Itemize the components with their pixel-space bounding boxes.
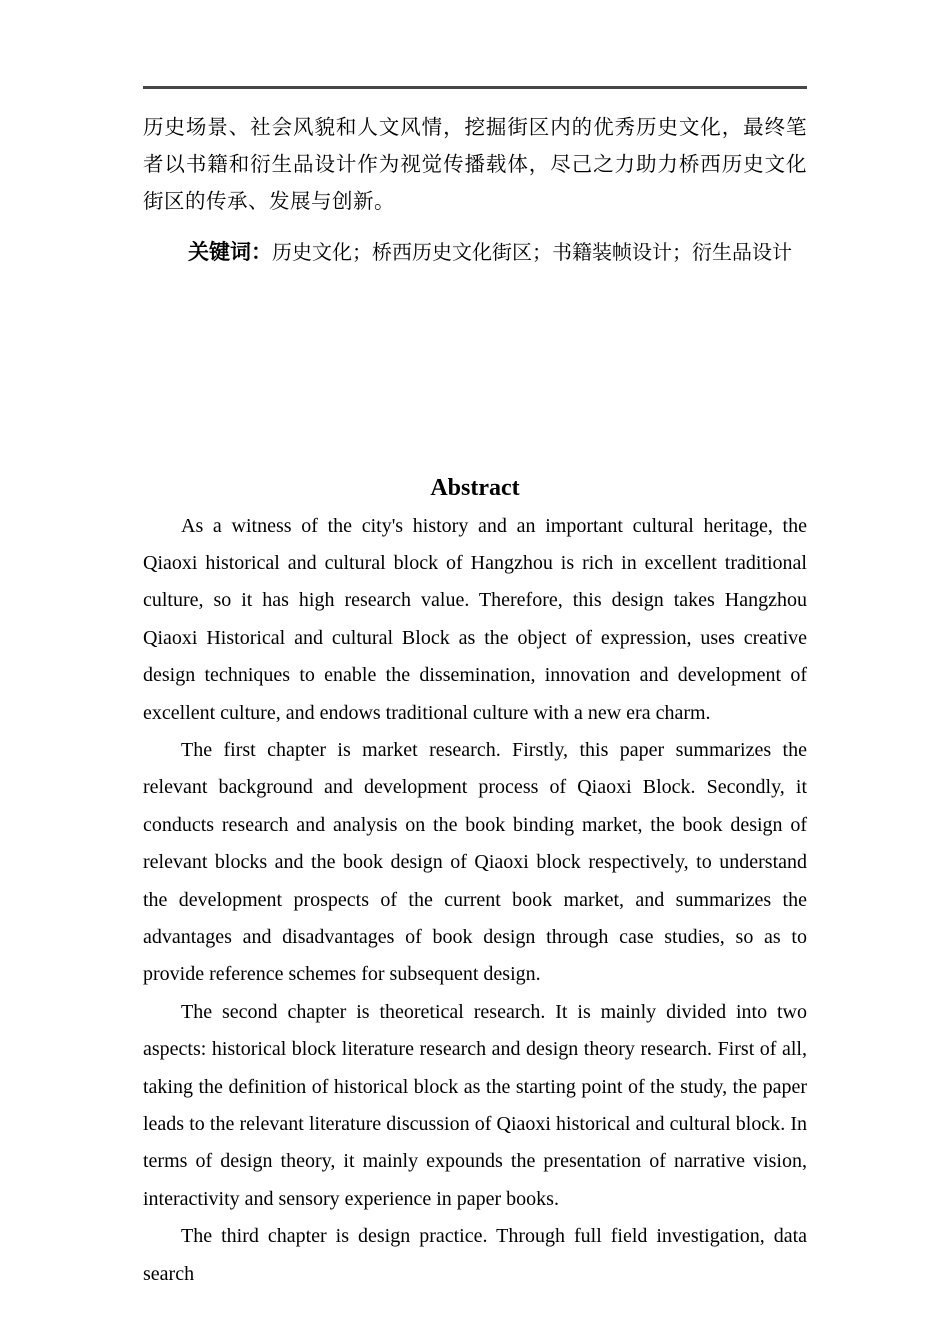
abstract-paragraph-2: The first chapter is market research. Firstly, this paper summarizes the relevant background and development process of Qiaoxi Block. Secondly, it conducts research and analysis on the book binding market, the book design of relevant blocks and the book design of Qiaoxi block respectively, to understand the development prospects of the current book market, and summarizes the advantages and disadvantages of book design through case studies, so as to provide reference schemes for subsequent design. [143,738,807,986]
abstract-title: Abstract [430,474,520,501]
abstract-paragraph-3: The second chapter is theoretical research. It is mainly divided into two aspects: historical block literature research and design theory research. First of all, taking the definition of historical block as the starting point of the study, the paper leads to the relevant literature discussion of Qiaoxi historical and cultural block. In terms of design theory, it mainly expounds the presentation of narrative vision, interactivity and sensory experience in paper books. [143,1000,807,1210]
chinese-continuation-paragraph: 历史场景、社会风貌和人文风情，挖掘街区内的优秀历史文化，最终笔者以书籍和衍生品设计作为视觉传播载体，尽己之力助力桥西历史文化街区的传承、发展与创新。 [143,116,807,213]
abstract-paragraph-1: As a witness of the city's history and an important cultural heritage, the Qiaoxi historical and cultural block of Hangzhou is rich in excellent traditional culture, so it has high research value. Therefore, this design takes Hangzhou Qiaoxi Historical and cultural Block as the object of expression, uses creative design techniques to enable the dissemination, innovation and development of excellent culture, and endows traditional culture with a new era charm. [143,514,807,724]
header-rule [143,86,807,89]
keywords-text: 历史文化；桥西历史文化街区；书籍装帧设计；衍生品设计 [272,241,792,264]
keywords-line [143,234,807,272]
keywords-label: 关键词： [188,240,272,264]
abstract-paragraph-4: The third chapter is design practice. Through full field investigation, data search [143,1225,807,1285]
